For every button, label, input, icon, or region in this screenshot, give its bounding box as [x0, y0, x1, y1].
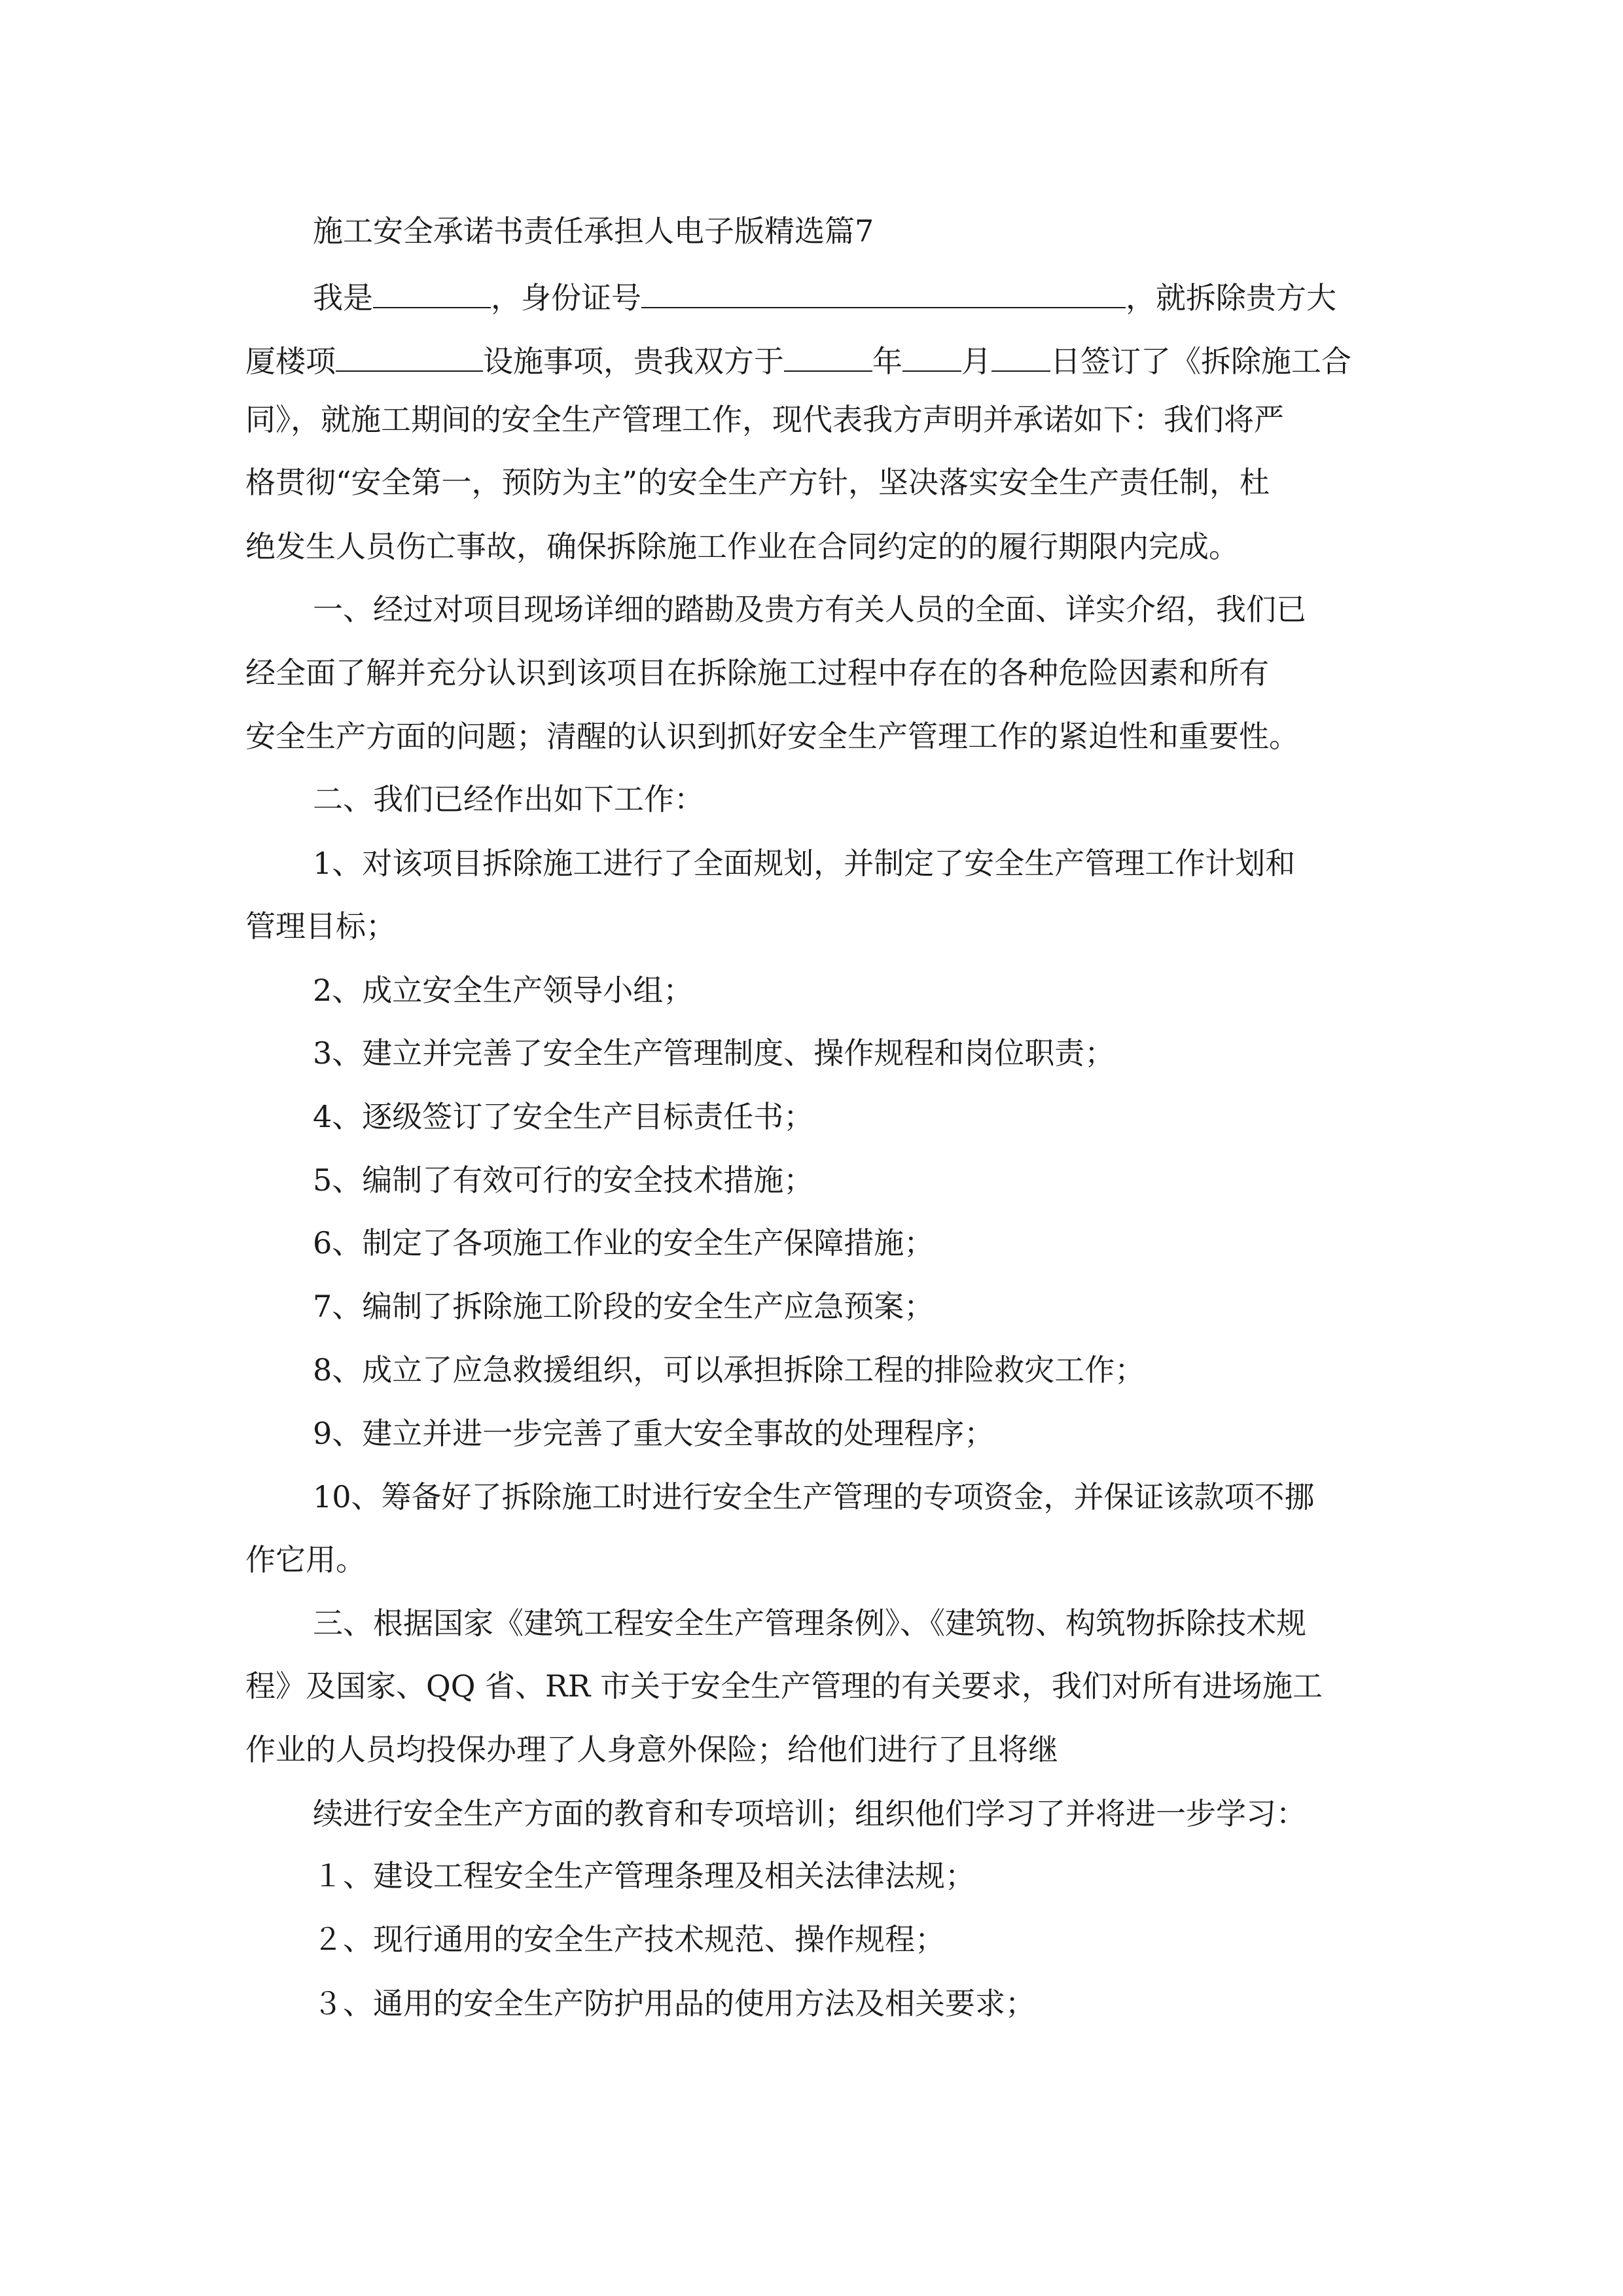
section1-line-2: 经全面了解并充分认识到该项目在拆除施工过程中存在的各种危险因素和所有 [245, 655, 1269, 691]
intro-text: 厦楼项 [245, 344, 336, 379]
section2-item-8: 8、成立了应急救援组织，可以承担拆除工程的排险救灾工作； [313, 1352, 1145, 1388]
year-blank [784, 342, 872, 372]
section1-line-3: 安全生产方面的问题；清醒的认识到抓好安全生产管理工作的紧迫性和重要性。 [245, 719, 1299, 754]
intro-text: ，就拆除贵方大 [1126, 280, 1336, 315]
name-blank [373, 278, 491, 308]
section2-item-9: 9、建立并进一步完善了重大安全事故的处理程序； [313, 1416, 995, 1451]
section2-item-1-cont: 管理目标； [245, 908, 396, 944]
section2-item-10: 10、筹备好了拆除施工时进行安全生产管理的专项资金，并保证该款项不挪 [313, 1479, 1315, 1515]
intro-text: 年 [872, 344, 902, 379]
document-title: 施工安全承诺书责任承担人电子版精选篇7 [313, 213, 874, 249]
section2-item-3: 3、建立并完善了安全生产管理制度、操作规程和岗位职责； [313, 1035, 1115, 1071]
section3-line-3: 作业的人员均投保办理了人身意外保险；给他们进行了且将继 [245, 1732, 1058, 1767]
intro-text: 设施事项，贵我双方于 [483, 344, 784, 379]
section2-item-1: 1、对该项目拆除施工进行了全面规划，并制定了安全生产管理工作计划和 [313, 846, 1296, 881]
intro-text: 月 [961, 344, 991, 379]
section3-item-1: １、建设工程安全生产管理条理及相关法律法规； [313, 1858, 975, 1893]
section1-line-1: 一、经过对项目现场详细的踏勘及贵方有关人员的全面、详实介绍，我们已 [313, 592, 1306, 627]
section2-item-6: 6、制定了各项施工作业的安全生产保障措施； [313, 1225, 935, 1261]
intro-text: 日签订了《拆除施工合 [1050, 344, 1351, 379]
day-blank [991, 342, 1050, 372]
section2-item-10-cont: 作它用。 [245, 1542, 366, 1577]
section3-item-3: ３、通用的安全生产防护用品的使用方法及相关要求； [313, 1986, 1035, 2021]
section2-item-2: 2、成立安全生产领导小组； [313, 973, 694, 1008]
section3-line-4: 续进行安全生产方面的教育和专项培训；组织他们学习了并将进一步学习： [313, 1796, 1306, 1831]
intro-line-2 [245, 342, 1351, 379]
section3-line-1: 三、根据国家《建筑工程安全生产管理条例》、《建筑物、构筑物拆除技术规 [313, 1605, 1306, 1641]
intro-text: ，身份证号 [491, 280, 641, 315]
month-blank [902, 342, 961, 372]
intro-text: 我是 [313, 280, 373, 315]
section2-heading: 二、我们已经作出如下工作： [313, 781, 704, 817]
section2-item-5: 5、编制了有效可行的安全技术措施； [313, 1162, 814, 1198]
section3-line-2: 程》及国家、QQ 省、RR 市关于安全生产管理的有关要求，我们对所有进场施工 [245, 1668, 1323, 1704]
section2-item-7: 7、编制了拆除施工阶段的安全生产应急预案； [313, 1289, 935, 1324]
section3-item-2: ２、现行通用的安全生产技术规范、操作规程； [313, 1922, 945, 1957]
project-blank [336, 342, 483, 372]
id-number-blank [641, 278, 1126, 308]
intro-line-5: 绝发生人员伤亡事故，确保拆除施工作业在合同约定的的履行期限内完成。 [245, 529, 1239, 564]
intro-line-3: 同》，就施工期间的安全生产管理工作，现代表我方声明并承诺如下：我们将严 [245, 402, 1284, 437]
section2-item-4: 4、逐级签订了安全生产目标责任书； [313, 1099, 814, 1134]
intro-line-1 [313, 278, 1336, 313]
intro-line-4: 格贯彻“安全第一，预防为主”的安全生产方针，坚决落实安全生产责任制，杜 [245, 465, 1270, 500]
